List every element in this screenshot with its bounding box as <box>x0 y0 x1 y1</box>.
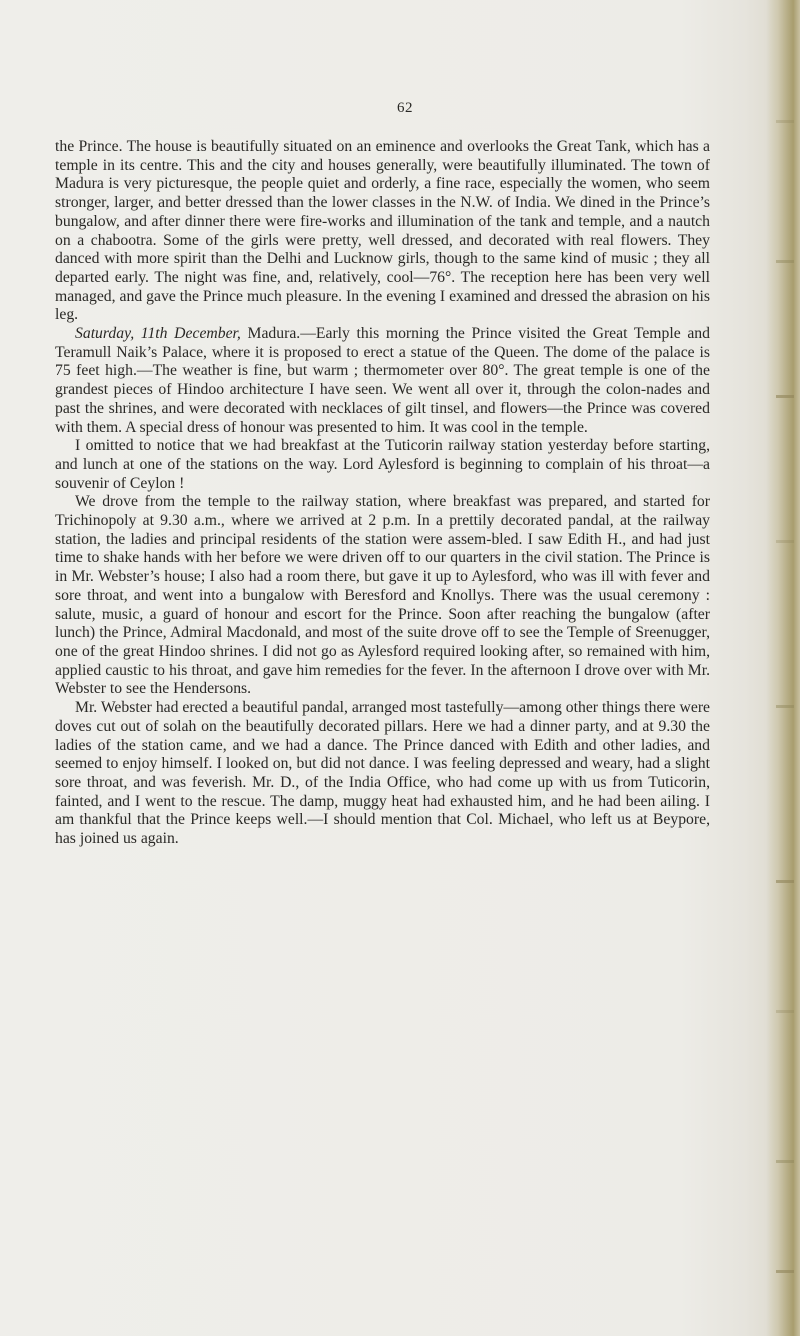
edge-mark <box>776 395 794 398</box>
edge-mark <box>776 260 794 263</box>
paragraph-2 <box>55 325 710 437</box>
page-edge-shadow <box>766 0 800 1336</box>
paragraph-2-text: Madura.—Early this morning the Prince visited the Great Temple and Teramull Naik’s Palace, where it is proposed to erect a statue of the Queen. The dome of the palace is 75 feet high.—The weather is fine, but warm ; thermometer over 80°. The great temple is one of the grandest pieces of Hindoo architecture I have seen. We went all over it, through the colon-nades and past the shrines, and were decorated with necklaces of gilt tinsel, and flowers—the Prince was covered with them. A special dress of honour was presented to him. It was cool in the temple. <box>55 325 710 436</box>
paragraph-5: Mr. Webster had erected a beautiful pandal, arranged most tastefully—among other things there were doves cut out of solah on the beautifully decorated pillars. Here we had a dinner party, and at 9.30 the ladies of the station came, and we had a dance. The Prince danced with Edith and other ladies, and seemed to enjoy himself. I looked on, but did not dance. I was feeling depressed and weary, had a slight sore throat, and was feverish. Mr. D., of the India Office, who had come up with us from Tuticorin, fainted, and I went to the rescue. The damp, muggy heat had exhausted him, and he had been ailing. I am thankful that the Prince keeps well.—I should mention that Col. Michael, who left us at Beypore, has joined us again. <box>55 699 710 848</box>
body-text <box>55 138 710 849</box>
page-number: 62 <box>397 100 413 116</box>
edge-mark <box>776 1010 794 1013</box>
edge-mark <box>776 880 794 883</box>
edge-mark <box>776 1160 794 1163</box>
edge-mark <box>776 705 794 708</box>
edge-mark <box>776 1270 794 1273</box>
diary-date: Saturday, 11th December, <box>75 325 241 343</box>
paragraph-4: We drove from the temple to the railway station, where breakfast was prepared, and started for Trichinopoly at 9.30 a.m., where we arrived at 2 p.m. In a prettily decorated pandal, at the railway station, the ladies and principal residents of the station were assem-bled. I saw Edith H., and had just time to shake hands with her before we were driven off to our quarters in the civil station. The Prince is in Mr. Webster’s house; I also had a room there, but gave it up to Aylesford, who was ill with fever and sore throat, and went into a bungalow with Beresford and Knollys. There was the usual ceremony : salute, music, a guard of honour and escort for the Prince. Soon after reaching the bungalow (after lunch) the Prince, Admiral Macdonald, and most of the suite drove off to see the Temple of Sreenugger, one of the great Hindoo shrines. I did not go as Aylesford required looking after, so remained with him, applied caustic to his throat, and gave him remedies for the fever. In the afternoon I drove over with Mr. Webster to see the Hendersons. <box>55 493 710 698</box>
edge-mark <box>776 540 794 543</box>
edge-mark <box>776 120 794 123</box>
paragraph-3: I omitted to notice that we had breakfast at the Tuticorin railway station yesterday before starting, and lunch at one of the stations on the way. Lord Aylesford is beginning to complain of his throat—a souvenir of Ceylon ! <box>55 437 710 492</box>
paragraph-1: the Prince. The house is beautifully situated on an eminence and overlooks the Great Tank, which has a temple in its centre. This and the city and houses generally, were beautifully illuminated. The town of Madura is very picturesque, the people quiet and orderly, a fine race, especially the women, who seem stronger, larger, and better dressed than the lower classes in the N.W. of India. We dined in the Prince’s bungalow, and after dinner there were fire-works and illumination of the tank and temple, and a nautch on a chabootra. Some of the girls were pretty, well dressed, and decorated with real flowers. They danced with more spirit than the Delhi and Lucknow girls, though to the same kind of music ; they all departed early. The night was fine, and, relatively, cool—76°. The reception here has been very well managed, and gave the Prince much pleasure. In the evening I examined and dressed the abrasion on his leg. <box>55 138 710 324</box>
